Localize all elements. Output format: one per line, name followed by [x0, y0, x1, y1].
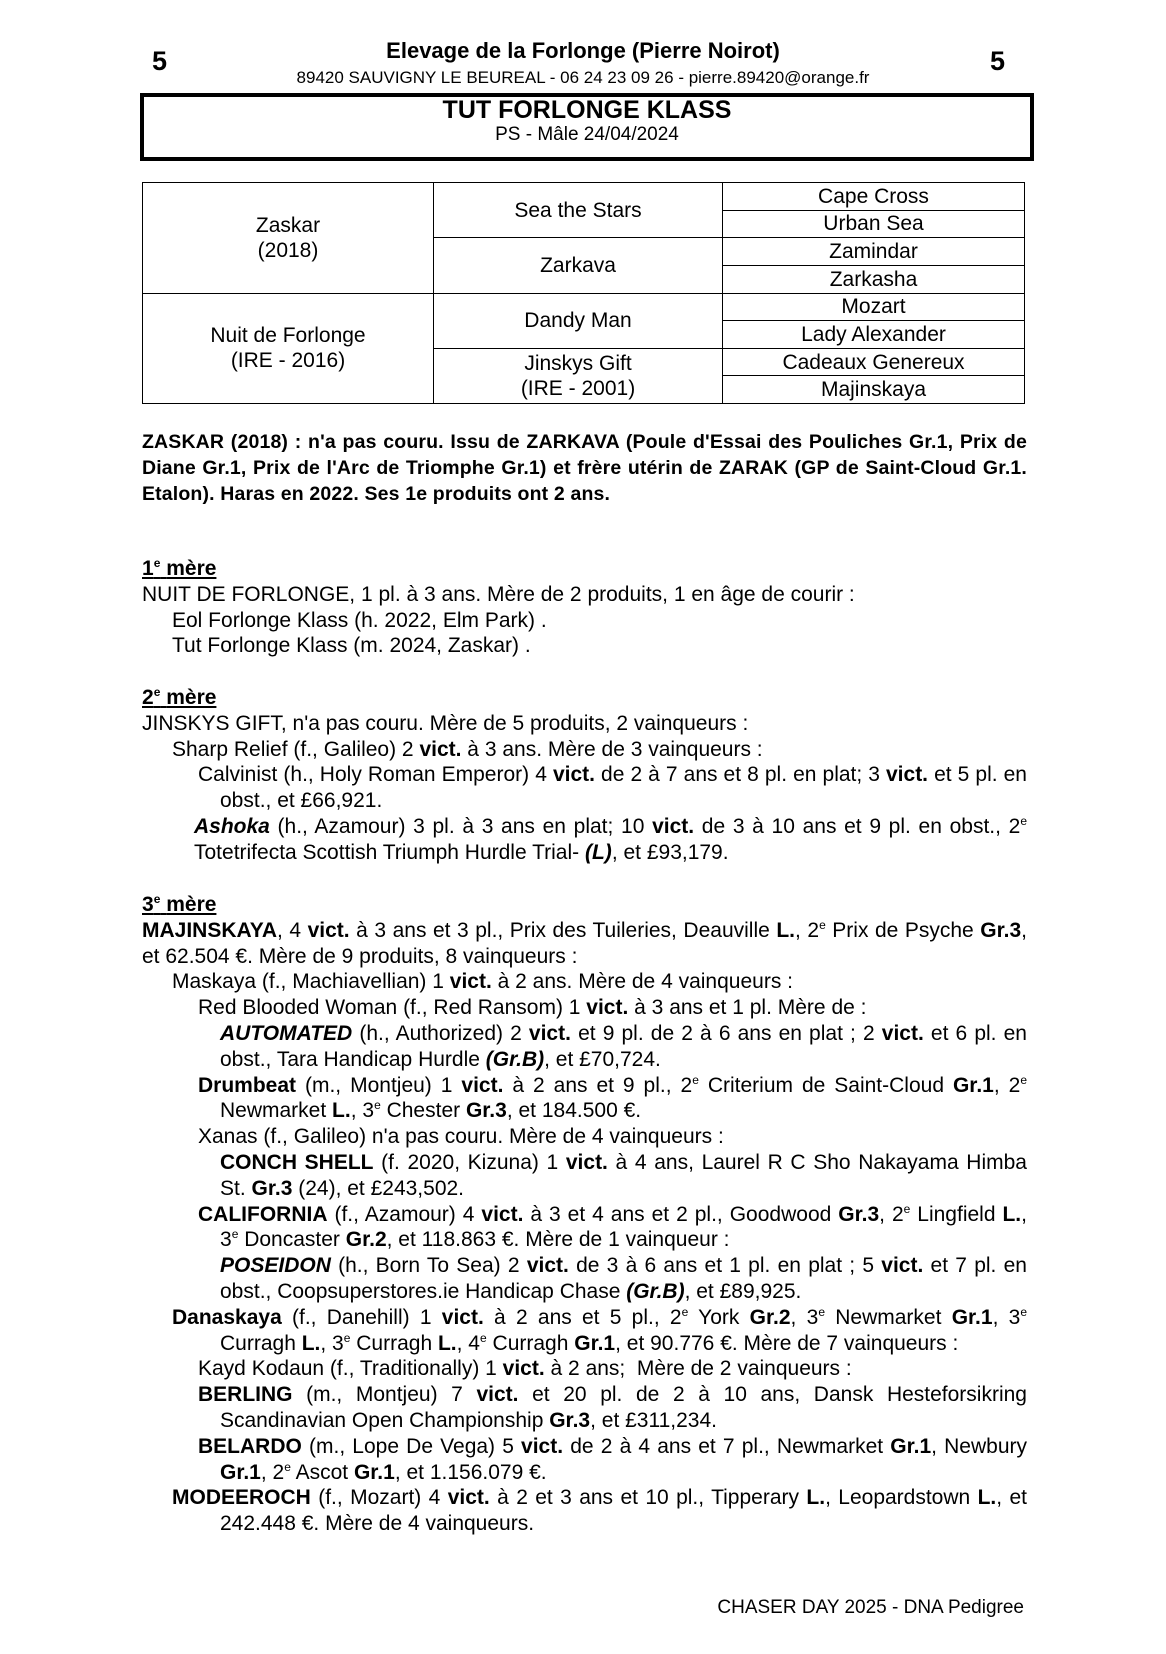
produce-item: Maskaya (f., Machiavellian) 1 vict. à 2 ans. Mère de 4 vainqueurs : [172, 970, 793, 994]
produce-item: POSEIDON (h., Born To Sea) 2 vict. de 3 à 6 ans et 1 pl. en plat ; 5 vict. et 7 pl. en obst., Coopsuperstores.ie Handicap Chase (Gr.B), et £89,925. [220, 1254, 1027, 1303]
horse-sex-birthdate: PS - Mâle 24/04/2024 [495, 124, 679, 145]
pedigree-dam: Nuit de Forlonge (IRE - 2016) [143, 293, 434, 404]
produce-item: Ashoka (h., Azamour) 3 pl. à 3 ans en plat; 10 vict. de 3 à 10 ans et 9 pl. en obst., 2e Totetrifecta Scottish Triumph Hurdle Trial- (L), et £93,179. [194, 813, 1027, 864]
pedigree-table [142, 182, 1025, 404]
second-dam-heading: 2e mère [142, 685, 217, 709]
third-dam-line: MAJINSKAYA, 4 vict. à 3 ans et 3 pl., Prix des Tuileries, Deauville L., 2e Prix de Psyche Gr.3, et 62.504 €. Mère de 9 produits, 8 vainqueurs : [142, 917, 1027, 968]
horse-title-box [140, 93, 1034, 161]
produce-item: Red Blooded Woman (f., Red Ransom) 1 vict. à 3 ans et 1 pl. Mère de : [198, 996, 867, 1020]
pedigree-ds-dam: Lady Alexander [723, 321, 1025, 349]
produce-item: Drumbeat (m., Montjeu) 1 vict. à 2 ans et 9 pl., 2e Criterium de Saint-Cloud Gr.1, 2e Newmarket L., 3e Chester Gr.3, et 184.500 €. [198, 1072, 1027, 1123]
horse-name: TUT FORLONGE KLASS [442, 96, 732, 124]
sire-note: ZASKAR (2018) : n'a pas couru. Issu de ZARKAVA (Poule d'Essai des Pouliches Gr.1, Prix de Diane Gr.1, Prix de l'Arc de Triomphe Gr.1) et frère utérin de ZARAK (GP de Saint-Cloud Gr.1. Etalon). Haras en 2022. Ses 1e produits ont 2 ans. [142, 431, 1027, 505]
lot-number-right: 5 [990, 46, 1006, 76]
first-dam-section [142, 556, 1027, 659]
third-dam-heading: 3e mère [142, 892, 217, 916]
pedigree-dd-sire: Cadeaux Genereux [723, 348, 1025, 376]
pedigree-dam-sire: Dandy Man [434, 293, 723, 348]
breeder-address: 89420 SAUVIGNY LE BEUREAL - 06 24 23 09 26 - pierre.89420@orange.fr [296, 68, 870, 87]
produce-item: Xanas (f., Galileo) n'a pas couru. Mère de 4 vainqueurs : [198, 1125, 724, 1149]
pedigree-sd-dam: Zarkasha [723, 265, 1025, 293]
pedigree-sire: Zaskar (2018) [143, 183, 434, 294]
produce-item: Eol Forlonge Klass (h. 2022, Elm Park) . [172, 608, 547, 632]
pedigree-ss-sire: Cape Cross [723, 183, 1025, 211]
second-dam-section [142, 685, 1027, 866]
lot-number-left: 5 [152, 46, 168, 76]
breeder-name: Elevage de la Forlonge (Pierre Noirot) [386, 38, 780, 63]
produce-item: MODEEROCH (f., Mozart) 4 vict. à 2 et 3 ans et 10 pl., Tipperary L., Leopardstown L., et 242.448 €. Mère de 4 vainqueurs. [172, 1486, 1027, 1536]
produce-item: CONCH SHELL (f. 2020, Kizuna) 1 vict. à 4 ans, Laurel R C Sho Nakayama Himba St. Gr.3 (24), et £243,502. [220, 1150, 1027, 1200]
produce-item: Danaskaya (f., Danehill) 1 vict. à 2 ans et 5 pl., 2e York Gr.2, 3e Newmarket Gr.1, 3e Curragh L., 3e Curragh L., 4e Curragh Gr.1, et 90.776 €. Mère de 7 vainqueurs : [172, 1304, 1028, 1355]
pedigree-dd-dam: Majinskaya [723, 376, 1025, 404]
produce-item: BELARDO (m., Lope De Vega) 5 vict. de 2 à 4 ans et 7 pl., Newmarket Gr.1, Newbury Gr.1, 2e Ascot Gr.1, et 1.156.079 €. [198, 1434, 1027, 1484]
pedigree-sd-sire: Zamindar [723, 238, 1025, 266]
pedigree-ds-sire: Mozart [723, 293, 1025, 321]
pedigree-dam-dam: Jinskys Gift (IRE - 2001) [434, 348, 723, 403]
second-dam-line: JINSKYS GIFT, n'a pas couru. Mère de 5 produits, 2 vainqueurs : [142, 711, 749, 735]
produce-item: Calvinist (h., Holy Roman Emperor) 4 vict. de 2 à 7 ans et 8 pl. en plat; 3 vict. et 5 pl. en obst., et £66,921. [198, 763, 1027, 813]
produce-item: Kayd Kodaun (f., Traditionally) 1 vict. à 2 ans; Mère de 2 vainqueurs : [198, 1357, 852, 1381]
first-dam-line: NUIT DE FORLONGE, 1 pl. à 3 ans. Mère de 2 produits, 1 en âge de courir : [142, 582, 855, 606]
pedigree-ss-dam: Urban Sea [723, 210, 1025, 238]
produce-item: BERLING (m., Montjeu) 7 vict. et 20 pl. de 2 à 10 ans, Dansk Hesteforsikring Scandinavian Open Championship Gr.3, et £311,234. [198, 1383, 1027, 1432]
pedigree-sire-sire: Sea the Stars [434, 183, 723, 238]
produce-item: AUTOMATED (h., Authorized) 2 vict. et 9 pl. de 2 à 6 ans en plat ; 2 vict. et 6 pl. en obst., Tara Handicap Hurdle (Gr.B), et £70,724. [220, 1021, 1027, 1071]
first-dam-heading: 1e mère [142, 556, 217, 580]
produce-item: Sharp Relief (f., Galileo) 2 vict. à 3 ans. Mère de 3 vainqueurs : [172, 737, 763, 761]
produce-item: CALIFORNIA (f., Azamour) 4 vict. à 3 et 4 ans et 2 pl., Goodwood Gr.3, 2e Lingfield L., 3e Doncaster Gr.2, et 118.863 €. Mère de 1 vainqueur : [198, 1201, 1027, 1252]
produce-item: Tut Forlonge Klass (m. 2024, Zaskar) . [172, 634, 531, 658]
third-dam-section [142, 892, 1027, 1537]
page-footer: CHASER DAY 2025 - DNA Pedigree [717, 1597, 1024, 1618]
pedigree-sire-dam: Zarkava [434, 238, 723, 293]
